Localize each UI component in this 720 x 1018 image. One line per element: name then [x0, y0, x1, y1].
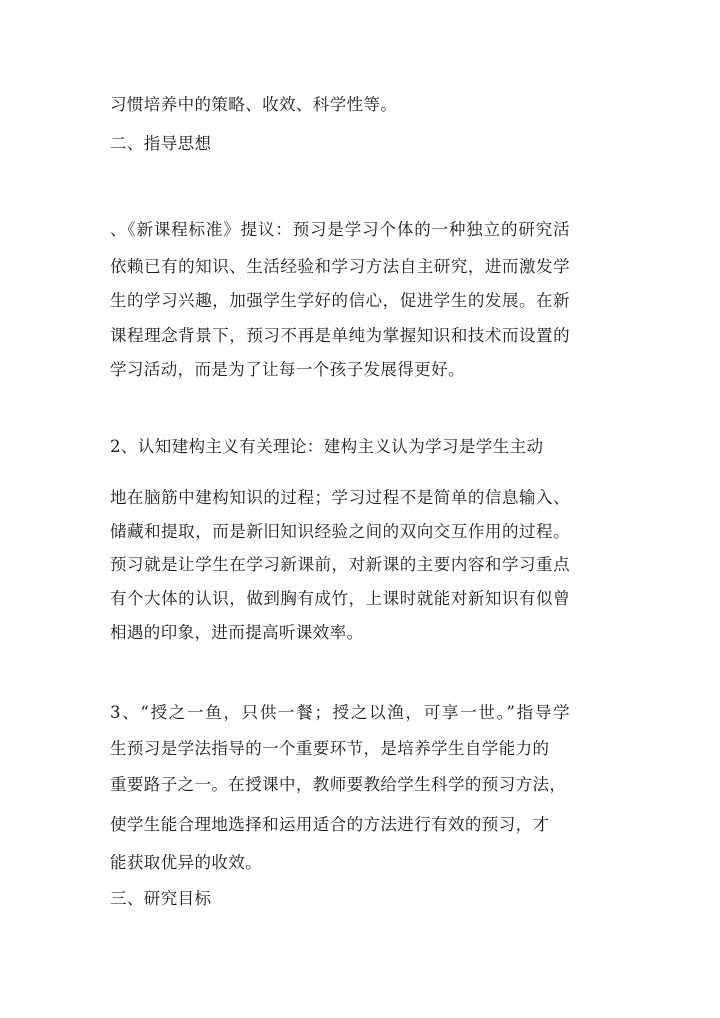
- paragraph-line: 使学生能合理地选择和运用适合的方法进行有效的预习，才: [110, 815, 550, 834]
- paragraph-line: 生预习是学法指导的一个重要环节，是培养学生自学能力的: [110, 739, 550, 758]
- section-heading: 三、研究目标: [110, 889, 212, 908]
- section-heading: 二、指导思想: [110, 134, 212, 153]
- paragraph-line: 习惯培养中的策略、收效、科学性等。: [110, 95, 398, 114]
- paragraph-line: 重要路子之一。在授课中，教师要教给学生科学的预习方法，: [110, 775, 567, 794]
- paragraph-line: 能获取优异的收效。: [110, 853, 263, 872]
- paragraph-line: 相遇的印象，进而提高听课效率。: [110, 623, 364, 642]
- paragraph-line: 、《新课程标准》提议：预习是学习个体的一种独立的研究活: [110, 220, 570, 239]
- paragraph-line: 依赖已有的知识、生活经验和学习方法自主研究，进而激发学: [110, 257, 570, 276]
- paragraph-line: 生的学习兴趣，加强学生学好的信心，促进学生的发展。在新: [110, 291, 570, 310]
- paragraph-line: 2、认知建构主义有关理论：建构主义认为学习是学生主动: [110, 437, 544, 456]
- paragraph-line: 学习活动，而是为了让每一个孩子发展得更好。: [110, 360, 465, 379]
- paragraph-line: 有个大体的认识，做到胸有成竹，上课时就能对新知识有似曾: [110, 589, 570, 608]
- paragraph-line: 课程理念背景下，预习不再是单纯为掌握知识和技术而设置的: [110, 326, 570, 345]
- paragraph-line: 3、“授之一鱼，只供一餐；授之以渔，可享一世。”指导学: [110, 703, 570, 722]
- paragraph-line: 地在脑筋中建构知识的过程；学习过程不是简单的信息输入、: [110, 488, 570, 507]
- paragraph-line: 预习就是让学生在学习新课前，对新课的主要内容和学习重点: [110, 555, 570, 574]
- paragraph-line: 储藏和提取，而是新旧知识经验之间的双向交互作用的过程。: [110, 522, 570, 541]
